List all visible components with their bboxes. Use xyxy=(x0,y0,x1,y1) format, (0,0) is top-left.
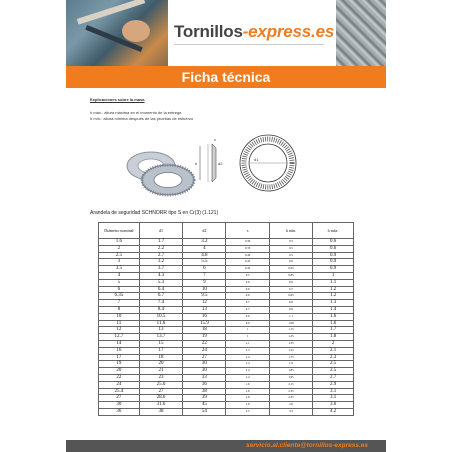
table-row xyxy=(99,361,354,368)
table-cell: 12 xyxy=(99,327,140,334)
table-cell: 4.8 xyxy=(183,252,226,259)
logo-accent-text: -express.es xyxy=(242,22,335,41)
table-cell: 1.9 xyxy=(269,361,312,368)
table-cell: 2.6 xyxy=(269,402,312,409)
table-cell: 13 xyxy=(183,306,226,313)
header-cell: s xyxy=(226,223,269,239)
table-cell: 0.7 xyxy=(269,286,312,293)
table-row xyxy=(99,300,354,307)
table-cell: 0.5 xyxy=(269,245,312,252)
table-cell: 5.3 xyxy=(139,279,182,286)
table-cell: 4.2 xyxy=(313,408,354,415)
header-cell: Diámetro nominal xyxy=(99,223,140,239)
table-cell: 6 xyxy=(99,286,140,293)
washer-hole-front xyxy=(154,173,182,188)
table-cell: 38 xyxy=(183,388,226,395)
table-cell: 45 xyxy=(183,402,226,409)
table-cell: 0.5 xyxy=(269,252,312,259)
table-cell: 10.5 xyxy=(139,313,182,320)
table-cell: 2.7 xyxy=(139,252,182,259)
table-cell: 1 xyxy=(226,334,269,341)
table-row xyxy=(99,374,354,381)
table-cell: 27 xyxy=(99,395,140,402)
table-cell: 4.3 xyxy=(139,272,182,279)
table-cell: 0.6 xyxy=(313,245,354,252)
table-cell: 25.4 xyxy=(99,388,140,395)
brand-logo[interactable] xyxy=(174,22,334,42)
table-row xyxy=(99,313,354,320)
table-cell: 19 xyxy=(99,361,140,368)
table-cell: 3.1 xyxy=(313,395,354,402)
table-cell: 2.9 xyxy=(313,381,354,388)
table-body xyxy=(99,239,354,416)
table-row xyxy=(99,334,354,341)
header-cell: h máx. xyxy=(313,223,354,239)
table-cell: 1.6 xyxy=(313,313,354,320)
table-cell: 30 xyxy=(183,368,226,375)
table-cell: 0.45 xyxy=(226,266,269,273)
table-cell: 6 xyxy=(183,266,226,273)
table-row xyxy=(99,395,354,402)
table-row xyxy=(99,266,354,273)
table-cell: 30 xyxy=(183,361,226,368)
table-cell: 0.6 xyxy=(226,293,269,300)
table-cell: 27 xyxy=(183,354,226,361)
footer-bar xyxy=(66,440,386,452)
table-cell: 1.85 xyxy=(269,368,312,375)
table-cell: 6.35 xyxy=(99,293,140,300)
table-cell: 39 xyxy=(183,395,226,402)
table-cell: 1.6 xyxy=(313,320,354,327)
table-cell: 1.55 xyxy=(269,347,312,354)
table-cell: 20 xyxy=(139,361,182,368)
table-cell: 1.7 xyxy=(313,327,354,334)
table-cell: 1.25 xyxy=(269,334,312,341)
table-cell: 8 xyxy=(99,306,140,313)
table-cell: 0.85 xyxy=(269,272,312,279)
table-cell: 1.8 xyxy=(226,402,269,409)
table-cell: 0.65 xyxy=(269,266,312,273)
table-cell: 1.4 xyxy=(226,374,269,381)
table-title: Arandela de seguridad SCHNORR tipo S en Cr(3) (1.121) xyxy=(90,210,219,216)
table-cell: 2.5 xyxy=(226,408,269,415)
table-cell: 28.6 xyxy=(139,395,182,402)
header-cell: d1 xyxy=(139,223,182,239)
table-row xyxy=(99,340,354,347)
table-cell: 1.3 xyxy=(226,347,269,354)
table-cell: 18 xyxy=(139,354,182,361)
table-cell: 0.45 xyxy=(226,259,269,266)
table-cell: 1.4 xyxy=(226,368,269,375)
table-cell: 1.4 xyxy=(313,306,354,313)
table-cell: 2.2 xyxy=(139,245,182,252)
table-cell: 1.35 xyxy=(269,340,312,347)
table-cell: 1.75 xyxy=(269,354,312,361)
table-cell: 0.9 xyxy=(269,306,312,313)
table-cell: 4 xyxy=(99,272,140,279)
table-cell: 11.6 xyxy=(139,320,182,327)
label-s: s xyxy=(214,138,216,142)
footer-email-link[interactable]: servicio.al.cliente@tornillos-express.es xyxy=(246,442,368,449)
table-cell: 2.5 xyxy=(313,368,354,375)
table-cell: 3.2 xyxy=(183,239,226,246)
table-cell: 0.35 xyxy=(226,245,269,252)
table-cell: 2 xyxy=(99,245,140,252)
table-cell: 1 xyxy=(313,272,354,279)
logo-main-text: Tornillos xyxy=(174,22,243,41)
table-cell: 10 xyxy=(183,286,226,293)
table-row xyxy=(99,272,354,279)
table-cell: 15 xyxy=(139,340,182,347)
table-cell: 17 xyxy=(139,347,182,354)
table-cell: 0.6 xyxy=(313,239,354,246)
table-cell: 4 xyxy=(183,245,226,252)
table-cell: 1 xyxy=(226,327,269,334)
table-cell: 5 xyxy=(99,279,140,286)
table-cell: 1.8 xyxy=(226,395,269,402)
table-cell: 0.65 xyxy=(269,293,312,300)
table-cell: 0.9 xyxy=(226,320,269,327)
table-cell: 2.7 xyxy=(313,374,354,381)
table-cell: 18 xyxy=(183,327,226,334)
table-row xyxy=(99,293,354,300)
table-cell: 0.6 xyxy=(226,279,269,286)
table-cell: 0.9 xyxy=(313,259,354,266)
spec-table xyxy=(98,222,354,416)
table-cell: 13.7 xyxy=(139,334,182,341)
table-cell: 0.8 xyxy=(269,300,312,307)
table-cell: 9 xyxy=(183,279,226,286)
label-h: h xyxy=(195,161,198,166)
photo-hand-shape xyxy=(122,20,150,42)
table-cell: 2.35 xyxy=(269,395,312,402)
header-photo-workshop xyxy=(66,0,168,66)
table-row xyxy=(99,354,354,361)
table-cell: 1.3 xyxy=(313,300,354,307)
table-row xyxy=(99,279,354,286)
table-cell: 0.7 xyxy=(226,300,269,307)
table-cell: 2.5 xyxy=(99,252,140,259)
table-row xyxy=(99,320,354,327)
table-cell: 33 xyxy=(183,374,226,381)
table-cell: 12.7 xyxy=(99,334,140,341)
table-row xyxy=(99,381,354,388)
table-row xyxy=(99,347,354,354)
table-cell: 3.1 xyxy=(313,388,354,395)
table-cell: 14 xyxy=(99,340,140,347)
table-cell: 5.5 xyxy=(183,259,226,266)
table-cell: 7.4 xyxy=(139,300,182,307)
title-banner xyxy=(66,66,386,88)
table-cell: 6.7 xyxy=(139,293,182,300)
table-cell: 11 xyxy=(99,320,140,327)
table-cell: 1.7 xyxy=(139,239,182,246)
table-cell: 0.5 xyxy=(226,272,269,279)
table-cell: 0.6 xyxy=(269,279,312,286)
table-cell: 1.4 xyxy=(226,354,269,361)
explanation-hmax: h máx.: altura máxima en el momento de la entrega xyxy=(90,110,182,115)
table-cell: 2.3 xyxy=(313,354,354,361)
table-cell: 9.5 xyxy=(183,293,226,300)
table-cell: 0.9 xyxy=(313,252,354,259)
table-row xyxy=(99,388,354,395)
table-cell: 19 xyxy=(183,334,226,341)
logo-underline xyxy=(174,44,324,45)
table-cell: 1.6 xyxy=(99,239,140,246)
table-cell: 2.1 xyxy=(313,347,354,354)
table-cell: 54 xyxy=(183,408,226,415)
table-cell: 38 xyxy=(139,408,182,415)
table-row xyxy=(99,259,354,266)
table-row xyxy=(99,286,354,293)
table-cell: 16 xyxy=(183,313,226,320)
table-cell: 0.5 xyxy=(269,239,312,246)
table-cell: 1.95 xyxy=(269,374,312,381)
header xyxy=(66,0,386,66)
label-d2: d2 xyxy=(218,161,223,166)
table-cell: 2.5 xyxy=(313,361,354,368)
table-cell: 3.2 xyxy=(269,408,312,415)
table-cell: 0.9 xyxy=(226,313,269,320)
table-row xyxy=(99,368,354,375)
table-row xyxy=(99,252,354,259)
table-cell: 1.6 xyxy=(226,381,269,388)
table-cell: 0.6 xyxy=(269,259,312,266)
table-cell: 1.2 xyxy=(313,286,354,293)
table-cell: 20 xyxy=(99,368,140,375)
table-cell: 22 xyxy=(99,374,140,381)
table-cell: 3.2 xyxy=(139,259,182,266)
table-cell: 10 xyxy=(99,313,140,320)
table-cell: 0.6 xyxy=(226,286,269,293)
table-cell: 1.1 xyxy=(269,313,312,320)
table-cell: 0.40 xyxy=(226,252,269,259)
header-cell: h mín. xyxy=(269,223,312,239)
table-cell: 24 xyxy=(99,381,140,388)
table-cell: 2.15 xyxy=(269,381,312,388)
table-cell: 36 xyxy=(99,408,140,415)
table-cell: 1.08 xyxy=(269,320,312,327)
table-cell: 27 xyxy=(139,388,182,395)
table-cell: 1.2 xyxy=(313,293,354,300)
explanation-hmin: h mín.: altura mínima después de las pruebas de esfuerzo xyxy=(90,116,194,121)
table-row xyxy=(99,402,354,409)
table-cell: 1.15 xyxy=(269,327,312,334)
table-cell: 16 xyxy=(99,347,140,354)
table-cell: 7 xyxy=(183,272,226,279)
table-cell: 0.7 xyxy=(226,306,269,313)
table-cell: 1.1 xyxy=(313,279,354,286)
table-cell: 25.6 xyxy=(139,381,182,388)
table-cell: 6.4 xyxy=(139,286,182,293)
table-cell: 30 xyxy=(99,402,140,409)
table-cell: 7 xyxy=(99,300,140,307)
header-cell: d2 xyxy=(183,223,226,239)
table-row xyxy=(99,245,354,252)
table-row xyxy=(99,306,354,313)
table-cell: 3.6 xyxy=(313,402,354,409)
table-cell: 1.4 xyxy=(226,361,269,368)
table-row xyxy=(99,408,354,415)
table-cell: 1.8 xyxy=(226,388,269,395)
header-photo-screws xyxy=(336,0,386,66)
table-cell: 0.30 xyxy=(226,239,269,246)
table-cell: 2.35 xyxy=(269,388,312,395)
table-cell: 17 xyxy=(99,354,140,361)
table-cell: 15.9 xyxy=(183,320,226,327)
table-cell: 1.8 xyxy=(313,334,354,341)
table-cell: 36 xyxy=(183,381,226,388)
table-header-row xyxy=(99,223,354,239)
explanations-title: Explicaciones sobre la masa xyxy=(90,97,145,102)
table-cell: 22 xyxy=(183,340,226,347)
table-cell: 3.5 xyxy=(99,266,140,273)
table-row xyxy=(99,239,354,246)
table-cell: 23 xyxy=(139,374,182,381)
table-cell: 3 xyxy=(99,259,140,266)
washer-side-view xyxy=(212,144,216,182)
table-cell: 0.9 xyxy=(313,266,354,273)
label-d1: d1 xyxy=(254,157,259,162)
table-row xyxy=(99,327,354,334)
table-cell: 31.6 xyxy=(139,402,182,409)
table-cell: 1.1 xyxy=(226,340,269,347)
table-cell: 12 xyxy=(183,300,226,307)
page-title: Ficha técnica xyxy=(181,69,271,85)
table-cell: 24 xyxy=(183,347,226,354)
table-cell: 2 xyxy=(313,340,354,347)
table-cell: 13 xyxy=(139,327,182,334)
washer-technical-drawing xyxy=(190,130,300,196)
table-cell: 21 xyxy=(139,368,182,375)
table-cell: 3.7 xyxy=(139,266,182,273)
table-cell: 8.4 xyxy=(139,306,182,313)
